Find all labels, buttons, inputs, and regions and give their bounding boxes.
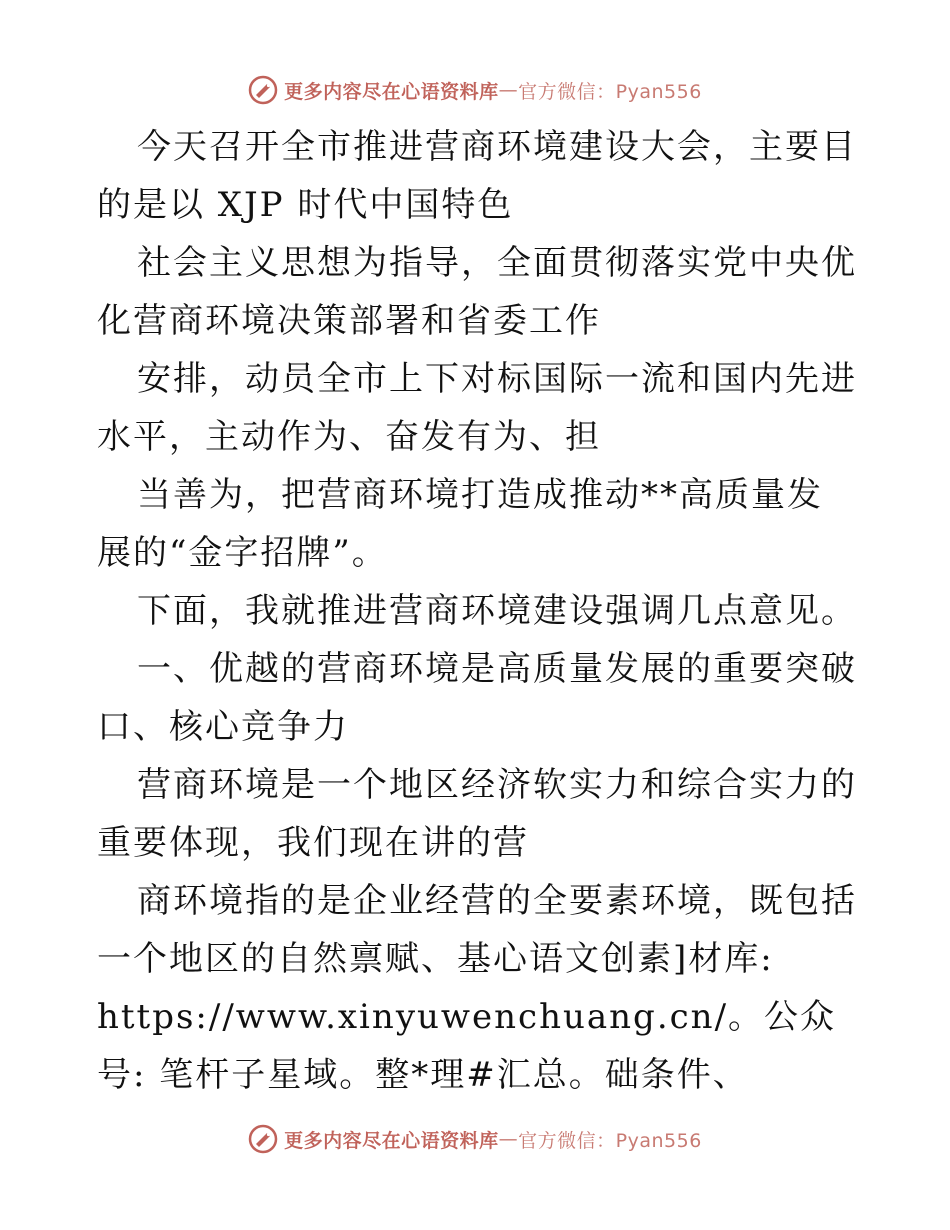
pen-nib-logo-icon (248, 1124, 278, 1154)
body-paragraph: 当善为，把营商环境打造成推动**高质量发展的“金字招牌”。 (97, 475, 823, 573)
footer-watermark (0, 1122, 950, 1156)
header-watermark (0, 73, 950, 107)
watermark-main-text: 更多内容尽在心语资料库 (284, 1129, 499, 1152)
watermark-main-text: 更多内容尽在心语资料库 (284, 80, 499, 103)
watermark-separator: — (498, 1128, 519, 1150)
watermark-contact-text: 官方微信：Pyan556 (518, 80, 702, 103)
body-paragraph: 今天召开全市推进营商环境建设大会，主要目的是以 XJP 时代中国特色 (97, 127, 857, 225)
body-paragraph: https://www.xinyuwenchuang.cn/。公众号: 笔杆子星域。整*理#汇总。础条件、 (97, 997, 837, 1095)
watermark-contact-text: 官方微信：Pyan556 (518, 1129, 702, 1152)
watermark-separator: — (498, 79, 519, 101)
document-body (97, 118, 857, 1104)
body-paragraph: 商环境指的是企业经营的全要素环境，既包括一个地区的自然禀赋、基心语文创素]材库: (97, 881, 857, 979)
section-heading: 一、优越的营商环境是高质量发展的重要突破口、核心竞争力 (97, 649, 857, 747)
body-paragraph: 营商环境是一个地区经济软实力和综合实力的重要体现，我们现在讲的营 (97, 765, 857, 863)
body-paragraph: 下面，我就推进营商环境建设强调几点意见。 (137, 591, 857, 631)
pen-nib-logo-icon (248, 75, 278, 105)
body-paragraph: 社会主义思想为指导，全面贯彻落实党中央优化营商环境决策部署和省委工作 (97, 243, 857, 341)
body-paragraph: 安排，动员全市上下对标国际一流和国内先进水平，主动作为、奋发有为、担 (97, 359, 857, 457)
